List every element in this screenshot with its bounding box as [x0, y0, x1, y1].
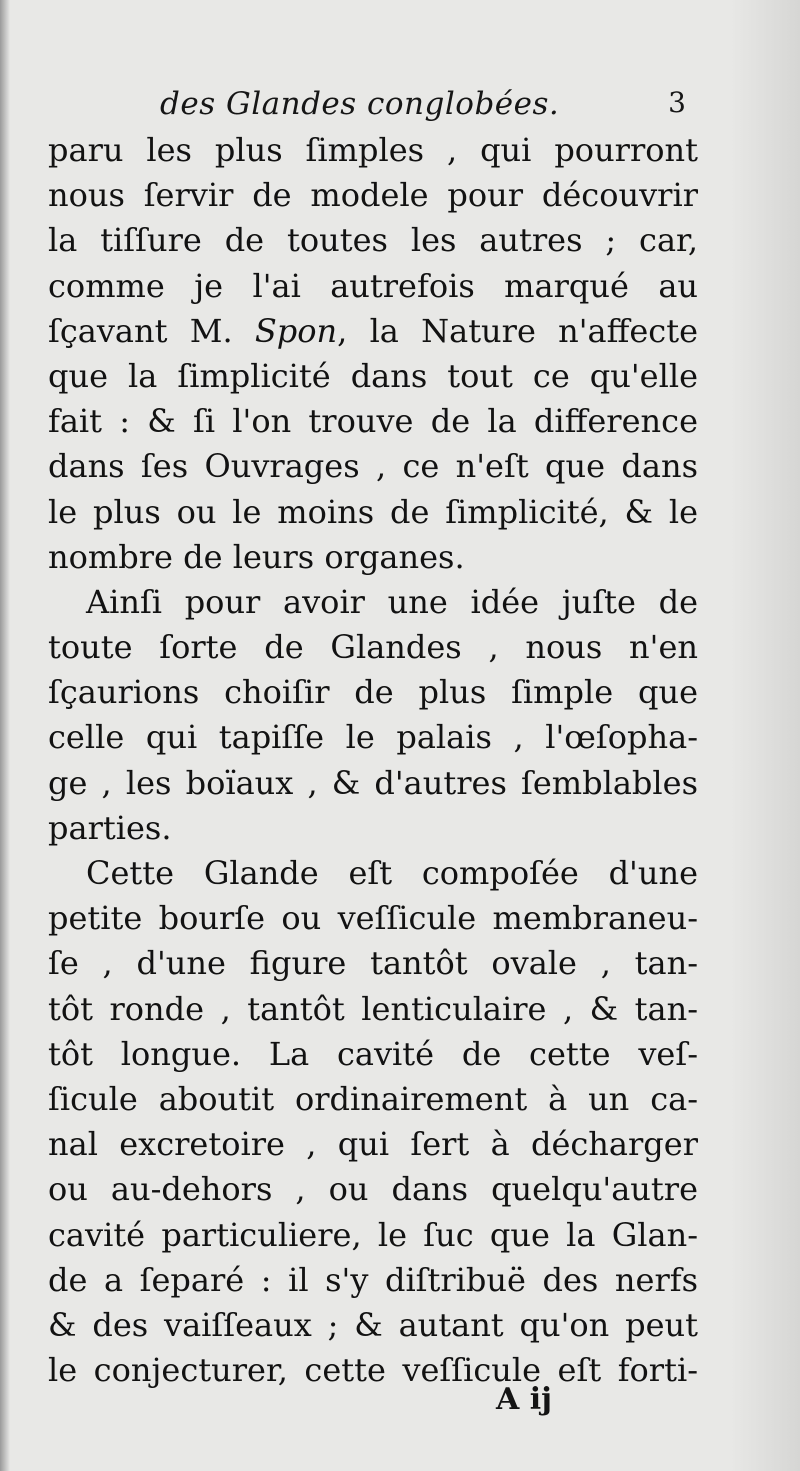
- running-title: des Glandes conglobées.: [160, 86, 560, 122]
- text-line: celle qui tapiſſe le palais , l'œſopha-: [48, 718, 698, 757]
- page-gutter-shadow: [0, 0, 10, 1471]
- text-line: petite bourſe ou veſſicule membraneu-: [48, 899, 698, 938]
- text-line: dans ſes Ouvrages , ce n'eſt que dans: [48, 447, 698, 486]
- text-line: le plus ou le moins de ſimplicité, & le: [48, 492, 698, 531]
- text-line: tôt ronde , tantôt lenticulaire , & tan-: [48, 989, 698, 1028]
- page-header: [160, 78, 700, 128]
- text-line: ou au-dehors , ou dans quelqu'autre: [48, 1170, 698, 1209]
- text-line: Ainſi pour avoir une idée juſte de: [86, 582, 698, 621]
- text-run: ſçavant M.: [48, 311, 255, 350]
- text-line: comme je l'ai autrefois marqué au: [48, 266, 698, 305]
- text-line: nombre de leurs organes.: [48, 537, 465, 576]
- text-line: cavité particuliere, le ſuc que la Glan-: [48, 1215, 698, 1254]
- text-line: [48, 309, 698, 354]
- text-line: nal excretoire , qui ſert à décharger: [48, 1125, 698, 1164]
- text-line: ſicule aboutit ordinairement à un ca-: [48, 1079, 698, 1118]
- text-line: Cette Glande eſt compoſée d'une: [86, 854, 698, 892]
- page-edge-shadow: [730, 0, 800, 1471]
- author-name-spon: Spon: [254, 311, 338, 350]
- text-line: & des vaiſſeaux ; & autant qu'on peut: [48, 1305, 698, 1344]
- text-line: que la ſimplicité dans tout ce qu'elle: [48, 356, 698, 395]
- signature-mark: A ij: [496, 1382, 552, 1417]
- text-line: paru les plus ſimples , qui pourront: [48, 131, 698, 169]
- paragraph-1: [48, 128, 698, 580]
- text-line: parties.: [48, 808, 172, 847]
- text-line: ſe , d'une figure tantôt ovale , tan-: [48, 944, 698, 983]
- text-line: tôt longue. La cavité de cette veſ-: [48, 1034, 698, 1073]
- text-line: ge , les boïaux , & d'autres ſemblables: [48, 763, 698, 802]
- text-line: la tiſſure de toutes les autres ; car,: [48, 221, 698, 260]
- text-line: nous ſervir de modele pour découvrir: [48, 176, 698, 215]
- paragraph-2: [48, 580, 698, 851]
- paragraph-3: [48, 851, 698, 1393]
- text-run: , la Nature n'affecte: [337, 311, 698, 350]
- text-line: toute ſorte de Glandes , nous n'en: [48, 628, 698, 667]
- text-line: le conjecturer, cette veſſicule eſt forti-: [48, 1351, 698, 1390]
- text-line: fait : & ſi l'on trouve de la difference: [48, 402, 698, 441]
- text-line: ſçaurions choiſir de plus ſimple que: [48, 673, 698, 712]
- text-line: de a ſeparé : il s'y diſtribuë des nerfs: [48, 1260, 698, 1299]
- page-number: 3: [668, 86, 686, 119]
- body-text: [48, 128, 698, 1393]
